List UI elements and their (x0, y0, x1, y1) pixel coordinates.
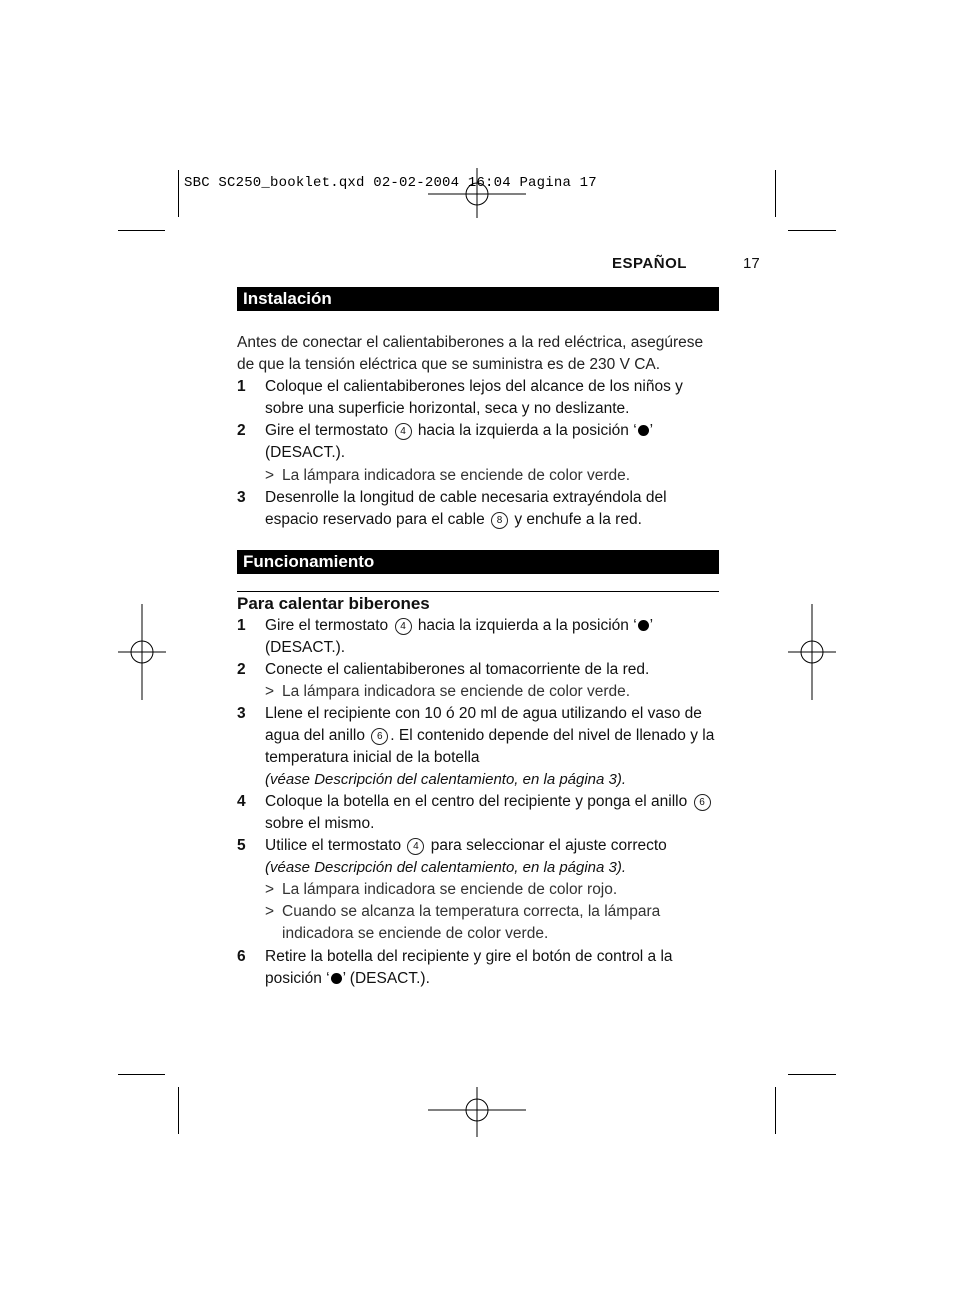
filled-circle-icon (331, 973, 342, 984)
step-text: Coloque el calientabiberones lejos del alcance de los niños y sobre una superficie horizontal, seca y no deslizante. (265, 378, 683, 417)
part-number-4-icon: 4 (395, 618, 412, 635)
operation-step (237, 946, 719, 990)
install-step (237, 420, 719, 464)
crop-mark (118, 230, 165, 231)
step-number: 3 (237, 705, 246, 722)
page-reference-note: (véase Descripción del calentamiento, en la página 3). (265, 771, 627, 788)
filled-circle-icon (638, 620, 649, 631)
part-number-6-icon: 6 (371, 728, 388, 745)
install-step (237, 487, 719, 531)
crop-mark (788, 1074, 836, 1075)
step-result: > La lámpara indicadora se enciende de color rojo. (265, 879, 719, 901)
step-number: 3 (237, 489, 246, 506)
file-slug: SBC SC250_booklet.qxd 02-02-2004 16:04 Pagina 17 (184, 175, 597, 191)
step-text: Gire el termostato 4 hacia la izquierda a la posición ‘ ’ (DESACT.). (265, 617, 653, 656)
subsection-title: Para calentar biberones (237, 591, 719, 614)
section-title-operation: Funcionamiento (237, 550, 719, 574)
registration-mark-icon (788, 604, 836, 700)
step-text: Gire el termostato 4 hacia la izquierda a la posición ‘ ’ (DESACT.). (265, 422, 653, 461)
install-step (237, 376, 719, 420)
result-marker: > (265, 467, 275, 484)
step-number: 6 (237, 948, 246, 965)
page-reference-note: (véase Descripción del calentamiento, en la página 3). (265, 859, 627, 876)
operation-step (237, 791, 719, 835)
crop-mark (775, 1087, 776, 1134)
operation-step (237, 659, 719, 681)
language-label: ESPAÑOL (612, 255, 687, 272)
step-text: Retire la botella del recipiente y gire el botón de control a la posición ‘ ’ (DESACT.). (265, 948, 673, 987)
page-number: 17 (743, 255, 760, 272)
step-text: Desenrolle la longitud de cable necesaria extrayéndola del espacio reservado para el cable 8 y enchufe a la red. (265, 489, 667, 528)
step-result: > La lámpara indicadora se enciende de color verde. (265, 465, 719, 487)
step-text: Coloque la botella en el centro del recipiente y ponga el anillo 6 sobre el mismo. (265, 791, 719, 835)
step-number: 1 (237, 617, 246, 634)
part-number-4-icon: 4 (395, 423, 412, 440)
result-marker: > (265, 683, 275, 700)
step-text: Llene el recipiente con 10 ó 20 ml de agua utilizando el vaso de agua del anillo 6 . El contenido depende del nivel de llenado y la temperatura inicial de la botella (265, 705, 715, 766)
install-intro: Antes de conectar el calientabiberones a la red eléctrica, asegúrese de que la tensión eléctrica que se suministra es de 230 V CA. (237, 334, 704, 373)
step-number: 2 (237, 661, 246, 678)
crop-mark (788, 230, 836, 231)
result-marker: > (265, 903, 275, 920)
crop-mark (178, 170, 179, 217)
step-number: 1 (237, 378, 246, 395)
crop-mark (178, 1087, 179, 1134)
operation-step (237, 615, 719, 659)
step-number: 5 (237, 837, 246, 854)
step-text: Utilice el termostato 4 para seleccionar el ajuste correcto (265, 837, 667, 854)
step-number: 2 (237, 422, 246, 439)
part-number-6-icon: 6 (694, 794, 711, 811)
result-marker: > (265, 881, 275, 898)
registration-mark-icon (428, 1087, 526, 1137)
step-text: Conecte el calientabiberones al tomacorriente de la red. (265, 661, 650, 678)
step-result: > La lámpara indicadora se enciende de color verde. (265, 681, 719, 703)
section-title-install: Instalación (237, 287, 719, 311)
crop-mark (775, 170, 776, 217)
filled-circle-icon (638, 425, 649, 436)
registration-mark-icon (118, 604, 166, 700)
part-number-8-icon: 8 (491, 512, 508, 529)
step-result: > Cuando se alcanza la temperatura correcta, la lámpara indicadora se enciende de color verde. (265, 903, 661, 942)
step-number: 4 (237, 793, 246, 810)
operation-step (237, 835, 719, 857)
crop-mark (118, 1074, 165, 1075)
operation-step (237, 703, 719, 769)
part-number-4-icon: 4 (407, 838, 424, 855)
